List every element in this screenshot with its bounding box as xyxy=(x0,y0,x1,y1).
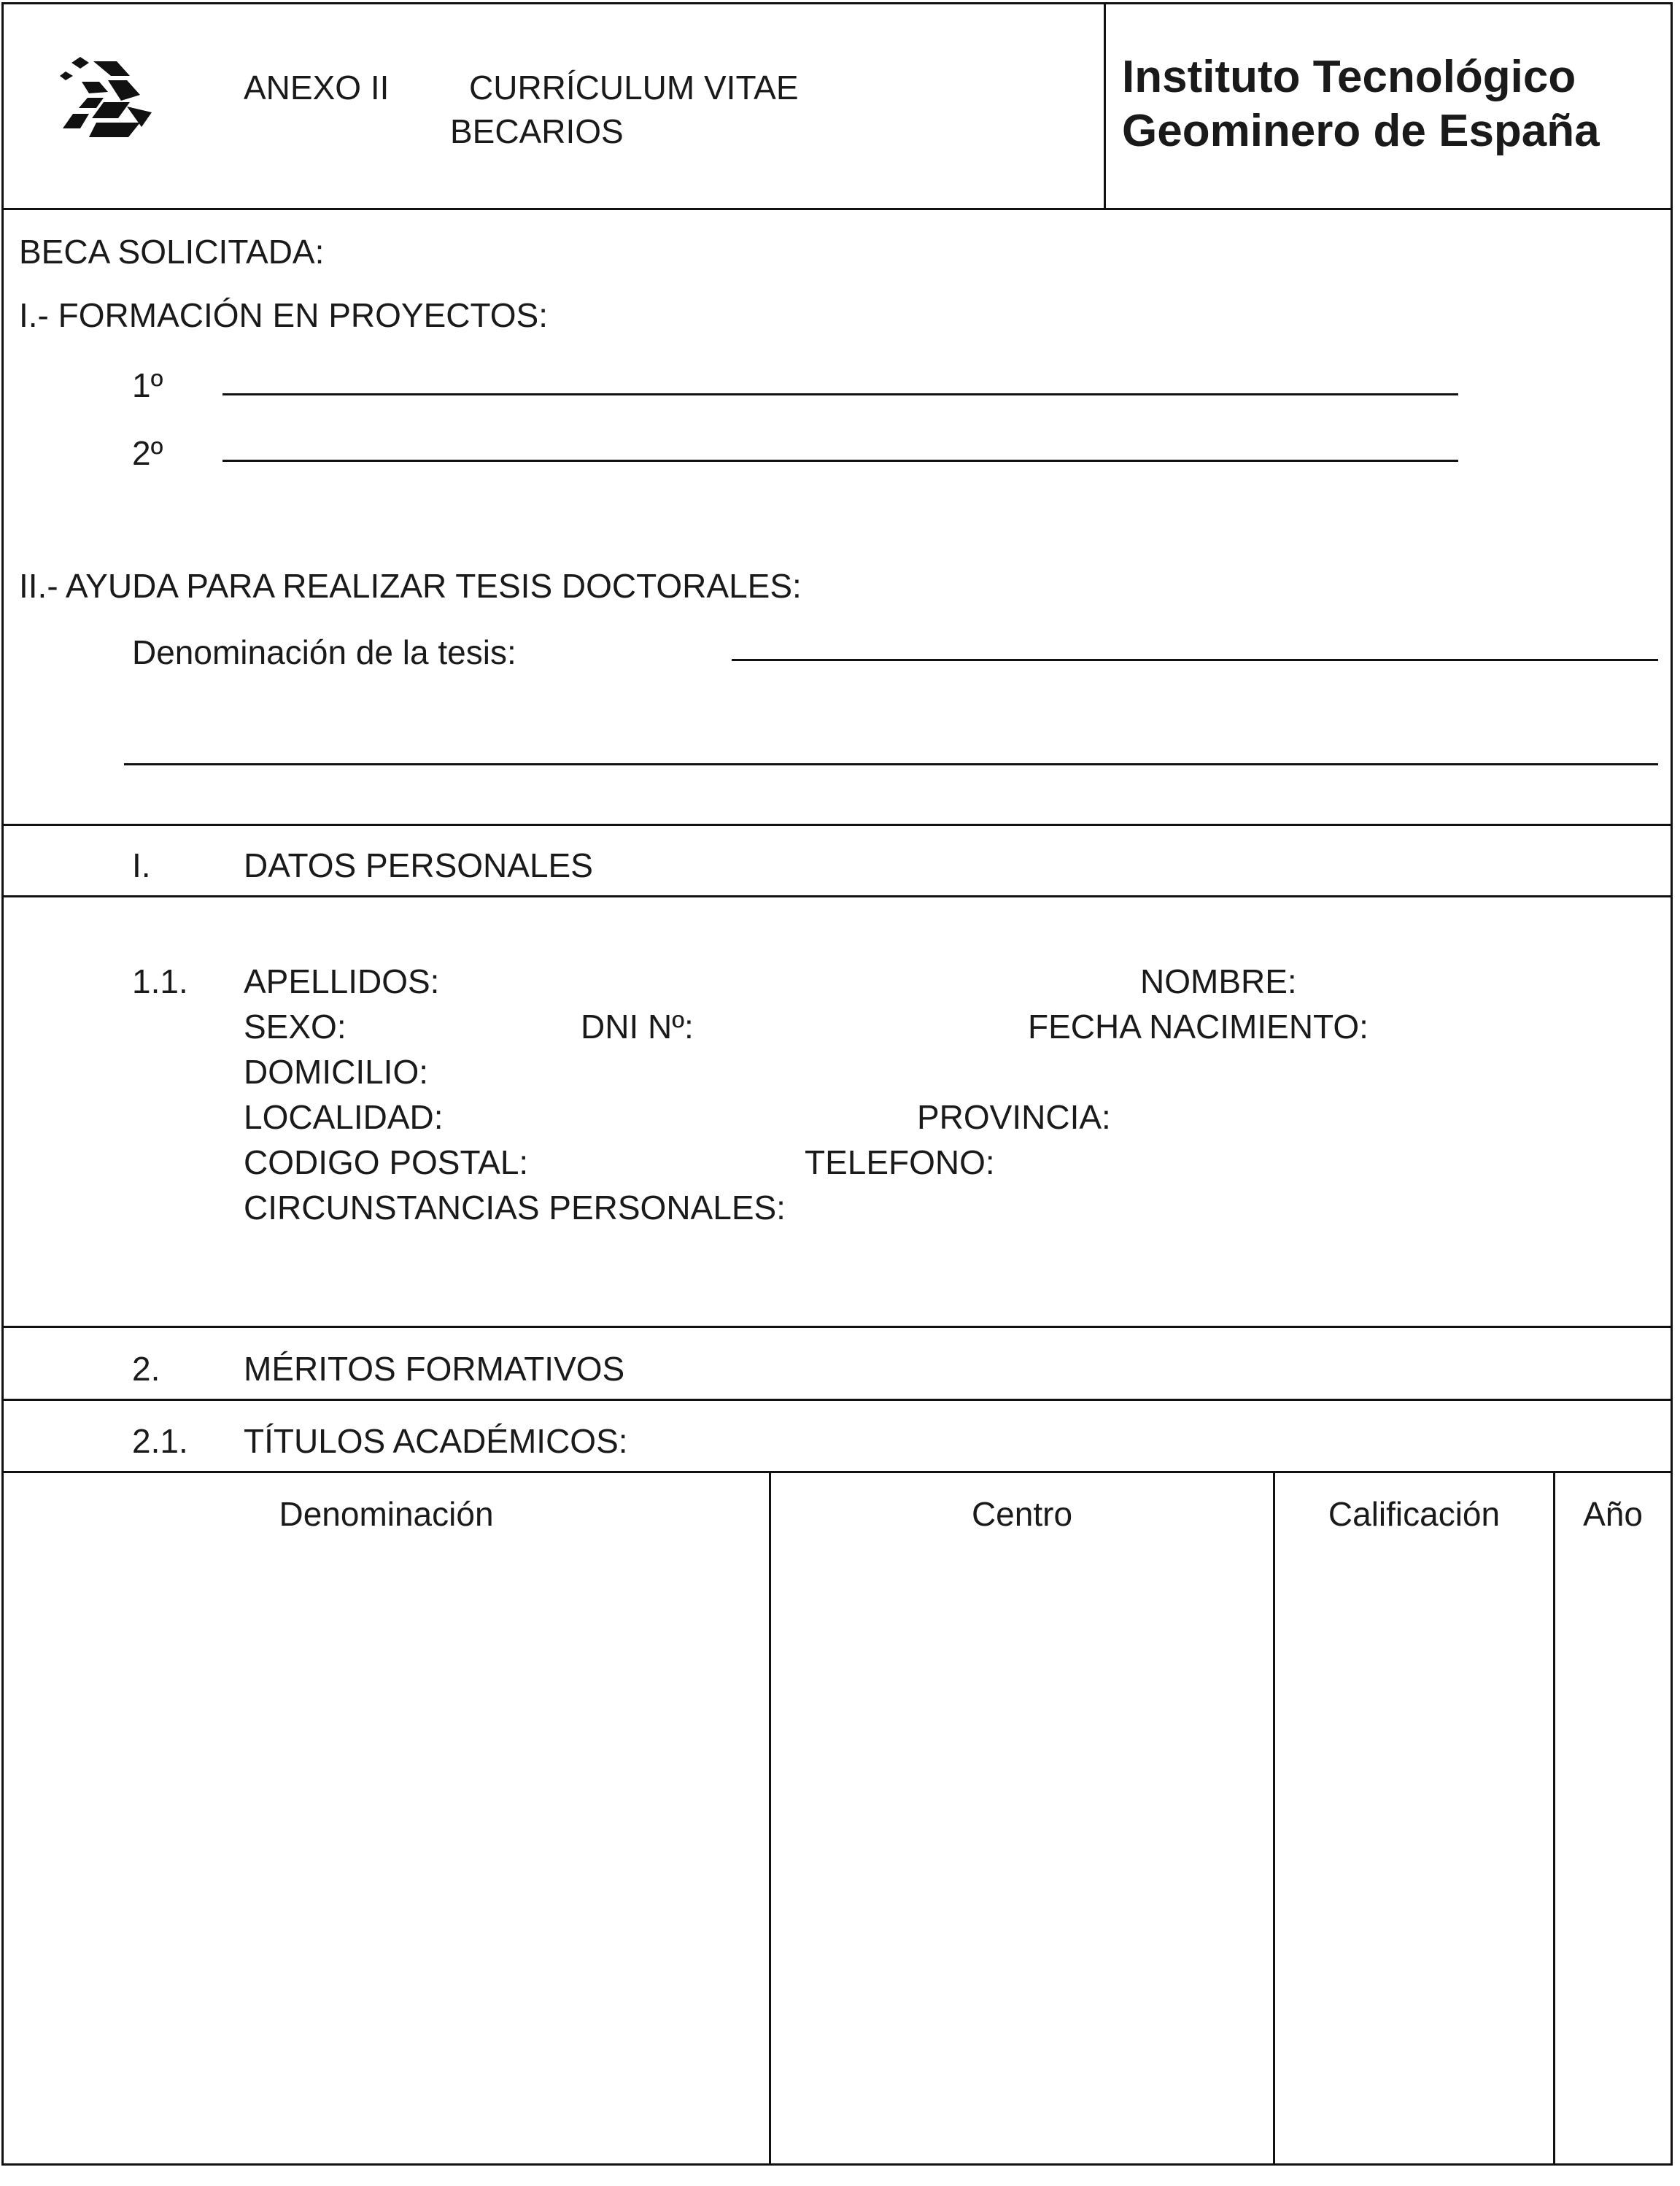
project-item-2-label: 2º xyxy=(132,434,163,472)
formacion-proyectos-label: I.- FORMACIÓN EN PROYECTOS: xyxy=(19,296,548,334)
thesis-name-field[interactable] xyxy=(732,659,1658,661)
thesis-name-field-continued[interactable] xyxy=(124,763,1658,765)
personal-heading-rule xyxy=(1,895,1673,897)
apellidos-label: APELLIDOS: xyxy=(244,962,440,1000)
fecha-nacimiento-label: FECHA NACIMIENTO: xyxy=(1028,1008,1369,1046)
localidad-label: LOCALIDAD: xyxy=(244,1098,444,1136)
request-bottom-rule xyxy=(1,824,1673,826)
cv-subtitle: BECARIOS xyxy=(450,112,624,150)
thesis-name-label: Denominación de la tesis: xyxy=(132,633,516,671)
titles-heading-rule xyxy=(1,1471,1673,1473)
institute-name-line1: Instituto Tecnológico xyxy=(1122,52,1576,102)
column-header-calificacion: Calificación xyxy=(1328,1495,1501,1533)
project-2-field[interactable] xyxy=(222,460,1458,462)
sexo-label: SEXO: xyxy=(244,1008,347,1046)
telefono-label: TELEFONO: xyxy=(805,1143,995,1181)
circunstancias-label: CIRCUNSTANCIAS PERSONALES: xyxy=(244,1189,786,1227)
header-bottom-rule xyxy=(1,208,1673,210)
itge-logo-icon xyxy=(60,55,159,142)
personal-section-number: I. xyxy=(132,846,151,884)
centro-cell[interactable] xyxy=(771,1540,1273,2163)
project-1-field[interactable] xyxy=(222,393,1458,395)
merits-section-number: 2. xyxy=(132,1350,160,1388)
merits-heading-rule xyxy=(1,1399,1673,1401)
cv-title: CURRÍCULUM VITAE xyxy=(469,69,799,107)
column-header-ano: Año xyxy=(1583,1495,1643,1533)
denominacion-cell[interactable] xyxy=(4,1540,769,2163)
institute-name-line2: Geominero de España xyxy=(1122,106,1600,156)
annex-label: ANEXO II xyxy=(244,69,390,107)
titles-subsection-heading: TÍTULOS ACADÉMICOS: xyxy=(244,1422,628,1460)
column-header-denominacion: Denominación xyxy=(279,1495,494,1533)
merits-section-heading: MÉRITOS FORMATIVOS xyxy=(244,1350,625,1388)
provincia-label: PROVINCIA: xyxy=(917,1098,1111,1136)
ano-cell[interactable] xyxy=(1555,1540,1671,2163)
titles-subsection-number: 2.1. xyxy=(132,1422,188,1460)
domicilio-label: DOMICILIO: xyxy=(244,1053,429,1091)
personal-bottom-rule xyxy=(1,1326,1673,1328)
project-item-1-label: 1º xyxy=(132,366,163,404)
header-divider xyxy=(1104,2,1106,209)
personal-subsection-number: 1.1. xyxy=(132,962,188,1000)
tesis-doctorales-label: II.- AYUDA PARA REALIZAR TESIS DOCTORALES: xyxy=(19,567,802,605)
beca-solicitada-label: BECA SOLICITADA: xyxy=(19,233,325,271)
column-header-centro: Centro xyxy=(971,1495,1073,1533)
calificacion-cell[interactable] xyxy=(1275,1540,1553,2163)
personal-section-heading: DATOS PERSONALES xyxy=(244,846,593,884)
nombre-label: NOMBRE: xyxy=(1140,962,1297,1000)
dni-label: DNI Nº: xyxy=(581,1008,694,1046)
codigo-postal-label: CODIGO POSTAL: xyxy=(244,1143,529,1181)
